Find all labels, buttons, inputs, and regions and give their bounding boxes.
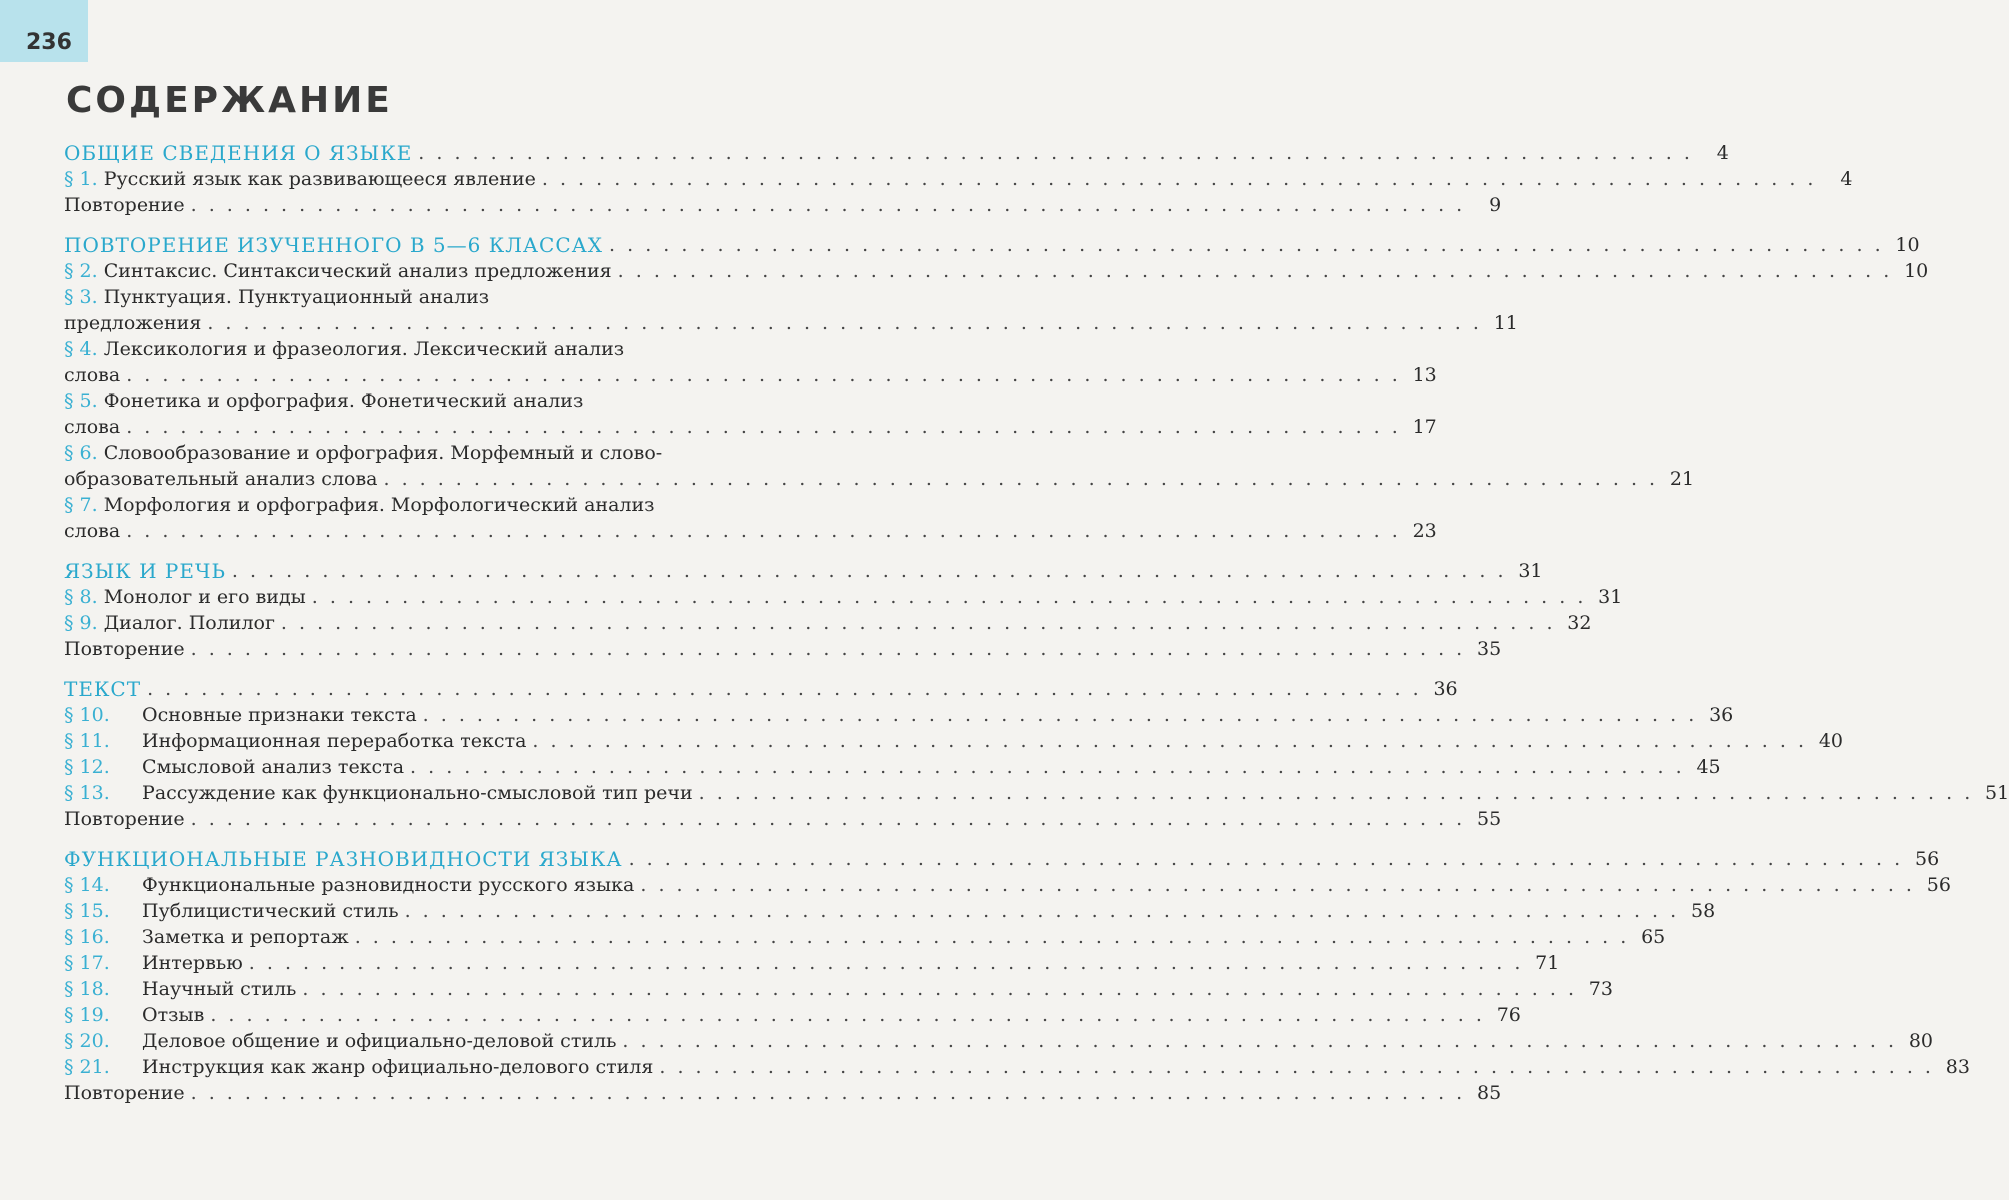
toc-entry-text <box>64 1028 616 1054</box>
toc-entry-text <box>64 754 404 780</box>
review-entry-text: Повторение <box>64 194 185 216</box>
dot-leader: . . . . . . . . . . . . . . . . . . . . . . . . . . . . . . . . . . . . . . . . . . . . . . . . . . . . . . . . . . . . . . . . . . . . . . . <box>248 952 1524 974</box>
review-entry-text: Повторение <box>64 638 185 660</box>
page-ref: 71 <box>1535 952 1560 974</box>
dot-leader: . . . . . . . . . . . . . . . . . . . . . . . . . . . . . . . . . . . . . . . . . . . . . . . . . . . . . . . . . . . . . . . . . . . . . . . <box>190 1082 1466 1104</box>
toc-entry <box>64 872 1951 898</box>
dot-leader: . . . . . . . . . . . . . . . . . . . . . . . . . . . . . . . . . . . . . . . . . . . . . . . . . . . . . . . . . . . . . . . . . . . . . . . <box>622 1030 1897 1052</box>
section-number: § 20. <box>64 1030 110 1052</box>
dot-leader: . . . . . . . . . . . . . . . . . . . . . . . . . . . . . . . . . . . . . . . . . . . . . . . . . . . . . . . . . . . . . . . . . . . . . . . <box>410 756 1685 778</box>
toc-entry <box>64 898 1716 924</box>
page-ref: 10 <box>1895 234 1920 256</box>
toc-entry-continued-text: образовательный анализ слова <box>64 468 378 490</box>
toc-entry <box>64 976 1613 1002</box>
page-ref: 40 <box>1818 730 1843 752</box>
toc-entry <box>64 950 1560 976</box>
entry-label: Рассуждение как функционально-смысловой тип речи <box>142 782 693 804</box>
page-ref: 23 <box>1412 520 1437 542</box>
page-ref: 56 <box>1926 874 1951 896</box>
section-number: § 18. <box>64 978 110 1000</box>
toc-entry-continued <box>64 466 1695 492</box>
entry-label: Словообразование и орфография. Морфемный и слово- <box>103 442 663 464</box>
toc-entry <box>64 780 2009 806</box>
page-ref: 36 <box>1709 704 1734 726</box>
toc-entry <box>64 1028 1933 1054</box>
toc-entry-text <box>64 872 634 898</box>
toc-entry-text <box>64 950 243 976</box>
entry-label: Публицистический стиль <box>142 900 399 922</box>
section-number: § 19. <box>64 1004 110 1026</box>
section-number: § 17. <box>64 952 110 974</box>
page-ref: 56 <box>1914 848 1940 870</box>
entry-label: Инструкция как жанр официально-делового стиля <box>142 1056 654 1078</box>
dot-leader: . . . . . . . . . . . . . . . . . . . . . . . . . . . . . . . . . . . . . . . . . . . . . . . . . . . . . . . . . . . . . . . . . . . . . . . <box>190 194 1466 216</box>
toc-entry <box>64 924 1666 950</box>
page-ref: 65 <box>1641 926 1666 948</box>
toc-entry-text <box>64 976 296 1002</box>
section-heading-text: ПОВТОРЕНИЕ ИЗУЧЕННОГО В 5—6 КЛАССАХ <box>64 233 604 257</box>
entry-label: Научный стиль <box>142 978 297 1000</box>
toc-entry-continued-text: слова <box>64 364 121 386</box>
toc-entry-text <box>64 610 275 636</box>
section-number: § 16. <box>64 926 110 948</box>
page-ref: 13 <box>1412 364 1437 386</box>
entry-first-line <box>64 440 860 466</box>
toc-entry-continued-text: предложения <box>64 312 202 334</box>
section-number: § 15. <box>64 900 110 922</box>
entry-label: Деловое общение и официально-деловой стиль <box>142 1030 617 1052</box>
dot-leader: . . . . . . . . . . . . . . . . . . . . . . . . . . . . . . . . . . . . . . . . . . . . . . . . . . . . . . . . . . . . . . . . . . . . . . . <box>126 416 1401 438</box>
page-ref: 21 <box>1669 468 1695 490</box>
dot-leader: . . . . . . . . . . . . . . . . . . . . . . . . . . . . . . . . . . . . . . . . . . . . . . . . . . . . . . . . . . . . . . . . . . . . . . . <box>126 364 1401 386</box>
toc-entry-continued <box>64 362 1437 388</box>
dot-leader: . . . . . . . . . . . . . . . . . . . . . . . . . . . . . . . . . . . . . . . . . . . . . . . . . . . . . . . . . . . . . . . . . . . . . . . <box>280 612 1556 634</box>
toc-entry-text <box>64 1002 204 1028</box>
page-ref: 73 <box>1588 978 1613 1000</box>
dot-leader: . . . . . . . . . . . . . . . . . . . . . . . . . . . . . . . . . . . . . . . . . . . . . . . . . . . . . . . . . . . . . . . . . . . . . . . <box>126 520 1401 542</box>
section-number: § 13. <box>64 782 110 804</box>
toc-entry <box>64 166 1853 192</box>
section-number: § 4. <box>64 338 98 360</box>
page-ref: 35 <box>1477 638 1502 660</box>
toc-entry <box>64 258 1929 284</box>
dot-leader: . . . . . . . . . . . . . . . . . . . . . . . . . . . . . . . . . . . . . . . . . . . . . . . . . . . . . . . . . . . . . . . . . . . . . . . <box>311 586 1587 608</box>
toc-entry <box>64 440 1695 492</box>
section-number: § 9. <box>64 612 98 634</box>
page-ref: 83 <box>1945 1056 1970 1078</box>
section-heading <box>64 846 1940 872</box>
dot-leader: . . . . . . . . . . . . . . . . . . . . . . . . . . . . . . . . . . . . . . . . . . . . . . . . . . . . . . . . . . . . . . . . . . . . . . . <box>617 260 1893 282</box>
page-ref: 4 <box>1840 168 1853 190</box>
entry-label: Морфология и орфография. Морфологический анализ <box>103 494 655 516</box>
toc-entry <box>64 1002 1521 1028</box>
dot-leader: . . . . . . . . . . . . . . . . . . . . . . . . . . . . . . . . . . . . . . . . . . . . . . . . . . . . . . . . . . . . . . . . . . . . . . . <box>190 638 1466 660</box>
dot-leader: . . . . . . . . . . . . . . . . . . . . . . . . . . . . . . . . . . . . . . . . . . . . . . . . . . . . . . . . . . . . . . . . . . . . . . . <box>147 678 1422 700</box>
entry-label: Монолог и его виды <box>103 586 306 608</box>
review-entry <box>64 1080 1502 1106</box>
entry-label: Информационная переработка текста <box>142 730 527 752</box>
section-heading <box>64 676 1458 702</box>
dot-leader: . . . . . . . . . . . . . . . . . . . . . . . . . . . . . . . . . . . . . . . . . . . . . . . . . . . . . . . . . . . . . . . . . . . . . . . <box>422 704 1698 726</box>
section-heading <box>64 140 1729 166</box>
toc-entry-text <box>64 258 612 284</box>
toc-entry-text <box>64 584 306 610</box>
toc-entry <box>64 492 1437 544</box>
section-heading-text: ТЕКСТ <box>64 677 142 701</box>
dot-leader: . . . . . . . . . . . . . . . . . . . . . . . . . . . . . . . . . . . . . . . . . . . . . . . . . . . . . . . . . . . . . . . . . . . . . . . <box>404 900 1680 922</box>
section-number: § 5. <box>64 390 98 412</box>
entry-label: Пунктуация. Пунктуационный анализ <box>103 286 490 308</box>
dot-leader: . . . . . . . . . . . . . . . . . . . . . . . . . . . . . . . . . . . . . . . . . . . . . . . . . . . . . . . . . . . . . . . . . . . . . . . <box>383 468 1659 490</box>
entry-first-line <box>64 336 860 362</box>
page-ref: 9 <box>1489 194 1502 216</box>
page-ref: 11 <box>1493 312 1518 334</box>
toc-entry-text <box>64 924 349 950</box>
dot-leader: . . . . . . . . . . . . . . . . . . . . . . . . . . . . . . . . . . . . . . . . . . . . . . . . . . . . . . . . . . . . . . . . . . . . . . . <box>207 312 1482 334</box>
entry-label: Интервью <box>142 952 243 974</box>
toc-entry <box>64 754 1721 780</box>
toc-entry <box>64 584 1623 610</box>
dot-leader: . . . . . . . . . . . . . . . . . . . . . . . . . . . . . . . . . . . . . . . . . . . . . . . . . . . . . . . . . . . . . . . . . . . . . . . <box>231 560 1507 582</box>
toc-entry <box>64 388 1437 440</box>
page-number: 236 <box>26 30 72 55</box>
section-number: § 10. <box>64 704 110 726</box>
toc-entry-continued <box>64 310 1518 336</box>
page-ref: 45 <box>1696 756 1721 778</box>
dot-leader: . . . . . . . . . . . . . . . . . . . . . . . . . . . . . . . . . . . . . . . . . . . . . . . . . . . . . . . . . . . . . . . . . . . . . . . <box>659 1056 1934 1078</box>
page-ref: 32 <box>1567 612 1592 634</box>
page-ref: 85 <box>1477 1082 1502 1104</box>
entry-label: Отзыв <box>142 1004 205 1026</box>
page-ref: 80 <box>1908 1030 1933 1052</box>
page-ref: 4 <box>1716 142 1729 164</box>
section-heading-text: ФУНКЦИОНАЛЬНЫЕ РАЗНОВИДНОСТИ ЯЗЫКА <box>64 847 623 871</box>
page-ref: 55 <box>1477 808 1502 830</box>
dot-leader: . . . . . . . . . . . . . . . . . . . . . . . . . . . . . . . . . . . . . . . . . . . . . . . . . . . . . . . . . . . . . . . . . . . . . . . <box>532 730 1807 752</box>
page-ref: 31 <box>1598 586 1623 608</box>
toc-entry-continued-text: слова <box>64 416 121 438</box>
page-ref: 58 <box>1690 900 1716 922</box>
page-ref: 31 <box>1518 560 1543 582</box>
page-ref: 36 <box>1433 678 1458 700</box>
page-ref: 51 <box>1985 782 2009 804</box>
toc-entry-continued <box>64 414 1437 440</box>
section-number: § 14. <box>64 874 110 896</box>
dot-leader: . . . . . . . . . . . . . . . . . . . . . . . . . . . . . . . . . . . . . . . . . . . . . . . . . . . . . . . . . . . . . . . . . . . . . . . <box>640 874 1915 896</box>
review-entry <box>64 192 1502 218</box>
entry-label: Лексикология и фразеология. Лексический анализ <box>103 338 625 360</box>
toc-entry-text <box>64 728 526 754</box>
toc-entry <box>64 1054 1970 1080</box>
entry-label: Основные признаки текста <box>142 704 417 726</box>
toc-entry <box>64 284 1518 336</box>
entry-first-line <box>64 492 860 518</box>
page-ref: 76 <box>1496 1004 1521 1026</box>
review-entry-text: Повторение <box>64 1082 185 1104</box>
dot-leader: . . . . . . . . . . . . . . . . . . . . . . . . . . . . . . . . . . . . . . . . . . . . . . . . . . . . . . . . . . . . . . . . . . . . . . . <box>609 234 1884 256</box>
toc-entry <box>64 336 1437 388</box>
review-entry <box>64 636 1502 662</box>
section-number: § 21. <box>64 1056 110 1078</box>
entry-label: Русский язык как развивающееся явление <box>103 168 536 190</box>
toc-entry <box>64 728 1843 754</box>
toc-entry-continued <box>64 518 1437 544</box>
toc-entry-text <box>64 1054 653 1080</box>
dot-leader: . . . . . . . . . . . . . . . . . . . . . . . . . . . . . . . . . . . . . . . . . . . . . . . . . . . . . . . . . . . . . . . . . . . . . . . <box>190 808 1466 830</box>
dot-leader: . . . . . . . . . . . . . . . . . . . . . . . . . . . . . . . . . . . . . . . . . . . . . . . . . . . . . . . . . . . . . . . . . . . . . . . <box>210 1004 1485 1026</box>
section-heading <box>64 232 1920 258</box>
entry-label: Синтаксис. Синтаксический анализ предложения <box>103 260 612 282</box>
entry-label: Смысловой анализ текста <box>142 756 405 778</box>
toc-entry <box>64 610 1592 636</box>
section-number: § 1. <box>64 168 98 190</box>
entry-first-line <box>64 284 860 310</box>
page-ref: 17 <box>1412 416 1437 438</box>
toc-entry-text <box>64 780 693 806</box>
page-title: СОДЕРЖАНИЕ <box>66 80 393 121</box>
section-heading-text: ОБЩИЕ СВЕДЕНИЯ О ЯЗЫКЕ <box>64 141 413 165</box>
table-of-contents <box>64 140 2009 1106</box>
entry-label: Диалог. Полилог <box>103 612 275 634</box>
dot-leader: . . . . . . . . . . . . . . . . . . . . . . . . . . . . . . . . . . . . . . . . . . . . . . . . . . . . . . . . . . . . . . . . . . . . . . . <box>541 168 1817 190</box>
section-number: § 2. <box>64 260 98 282</box>
entry-label: Фонетика и орфография. Фонетический анализ <box>103 390 584 412</box>
section-number: § 3. <box>64 286 98 308</box>
entry-first-line <box>64 388 860 414</box>
dot-leader: . . . . . . . . . . . . . . . . . . . . . . . . . . . . . . . . . . . . . . . . . . . . . . . . . . . . . . . . . . . . . . . . . . . . . . . <box>628 848 1904 870</box>
toc-entry-continued-text: слова <box>64 520 121 542</box>
toc-entry-text <box>64 702 417 728</box>
page-ref: 10 <box>1904 260 1929 282</box>
section-number: § 7. <box>64 494 98 516</box>
review-entry <box>64 806 1502 832</box>
section-number: § 6. <box>64 442 98 464</box>
toc-entry-text <box>64 166 536 192</box>
toc-entry <box>64 702 1734 728</box>
dot-leader: . . . . . . . . . . . . . . . . . . . . . . . . . . . . . . . . . . . . . . . . . . . . . . . . . . . . . . . . . . . . . . . . . . . . . . . <box>302 978 1577 1000</box>
entry-label: Функциональные разновидности русского языка <box>142 874 635 896</box>
toc-entry-text <box>64 898 399 924</box>
section-number: § 12. <box>64 756 110 778</box>
entry-label: Заметка и репортаж <box>142 926 349 948</box>
section-number: § 11. <box>64 730 110 752</box>
section-number: § 8. <box>64 586 98 608</box>
section-heading-text: ЯЗЫК И РЕЧЬ <box>64 559 226 583</box>
section-heading <box>64 558 1543 584</box>
dot-leader: . . . . . . . . . . . . . . . . . . . . . . . . . . . . . . . . . . . . . . . . . . . . . . . . . . . . . . . . . . . . . . . . . . . . . . . <box>418 142 1693 164</box>
dot-leader: . . . . . . . . . . . . . . . . . . . . . . . . . . . . . . . . . . . . . . . . . . . . . . . . . . . . . . . . . . . . . . . . . . . . . . . <box>698 782 1974 804</box>
review-entry-text: Повторение <box>64 808 185 830</box>
dot-leader: . . . . . . . . . . . . . . . . . . . . . . . . . . . . . . . . . . . . . . . . . . . . . . . . . . . . . . . . . . . . . . . . . . . . . . . <box>354 926 1630 948</box>
